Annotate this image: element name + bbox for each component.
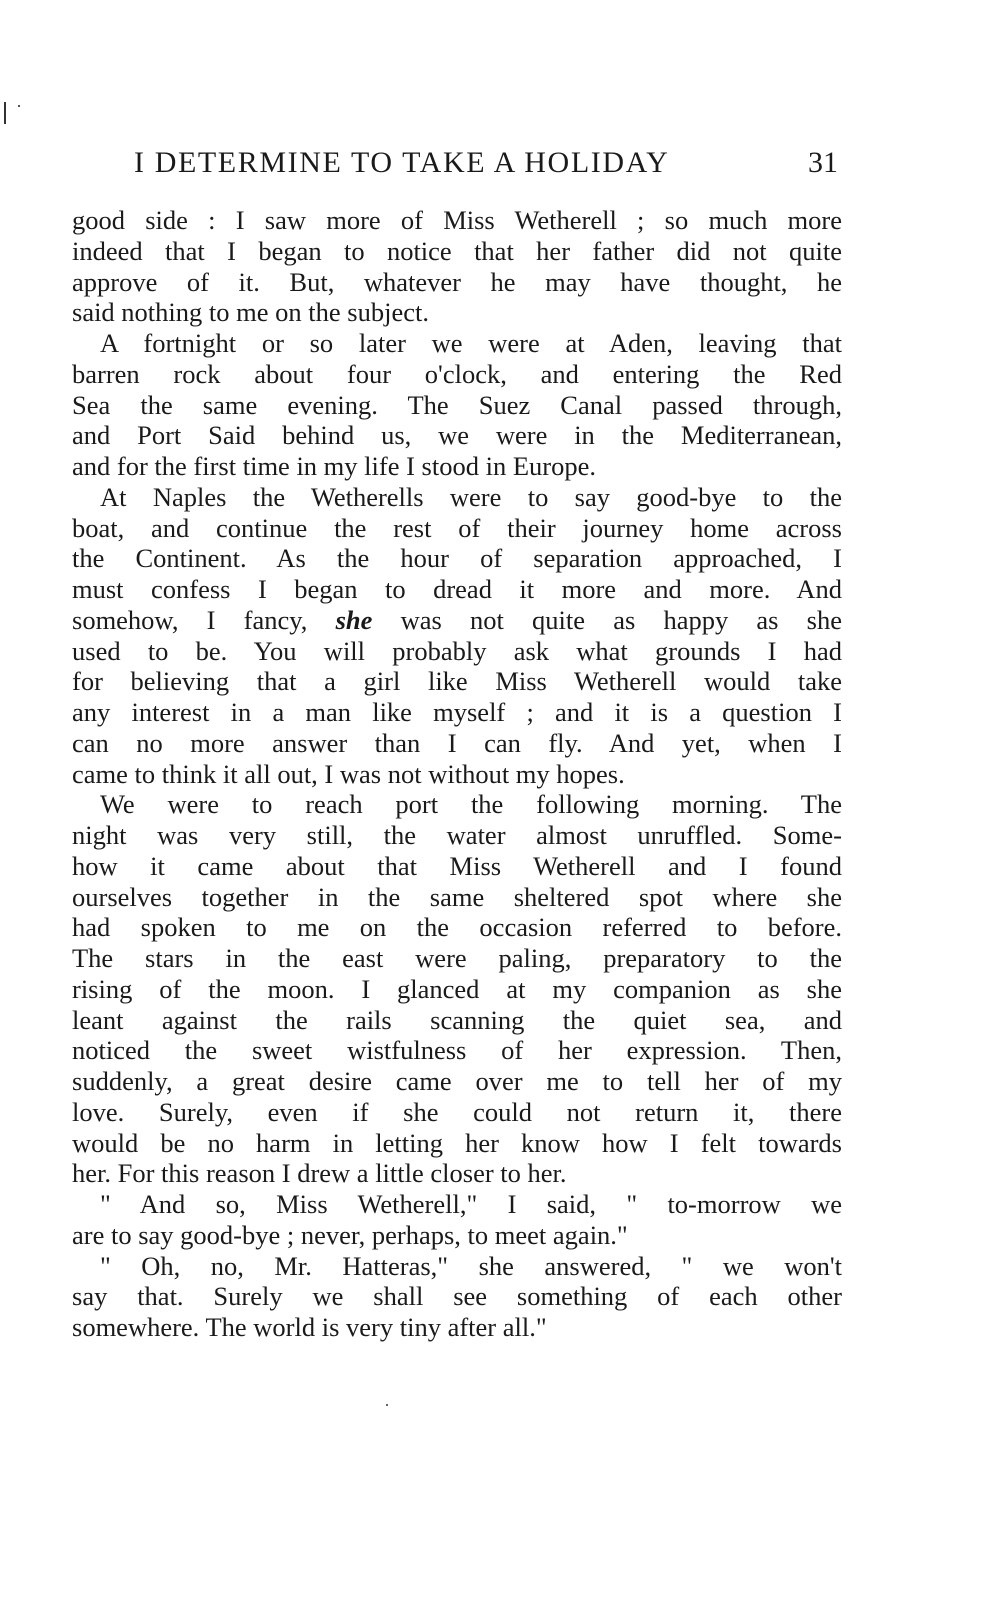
text-line: and Port Said behind us, we were in the Mediterranean, <box>72 420 842 451</box>
text-line: somewhere. The world is very tiny after all." <box>72 1312 547 1342</box>
text-line: Sea the same evening. The Suez Canal passed through, <box>72 389 842 420</box>
text-line: said nothing to me on the subject. <box>72 297 429 328</box>
text-line: boat, and continue the rest of their journey home across <box>72 512 842 543</box>
text-line: " And so, Miss Wetherell," I said, " to-morrow we <box>100 1189 842 1219</box>
text-line: came to think it all out, I was not without my hopes. <box>72 758 625 789</box>
text-line: night was very still, the water almost unruffled. Some- <box>72 820 842 850</box>
scan-speck <box>18 105 20 107</box>
text-line: say that. Surely we shall see something of each other <box>72 1281 842 1312</box>
text-line: We were to reach port the following morning. The <box>100 789 842 820</box>
text-line: and for the first time in my life I stood in Europe. <box>72 451 596 481</box>
text-line: had spoken to me on the occasion referred to before. <box>72 912 842 943</box>
text-line: how it came about that Miss Wetherell and I found <box>72 850 842 881</box>
text-line: can no more answer than I can fly. And yet, when I <box>72 727 842 758</box>
scan-edge-mark <box>4 102 6 124</box>
page-header <box>118 146 838 186</box>
text-line: are to say good-bye ; never, perhaps, to meet again." <box>72 1219 628 1250</box>
text-line: the Continent. As the hour of separation approached, I <box>72 543 842 574</box>
text-line: used to be. You will probably ask what grounds I had <box>72 635 842 666</box>
text-line: A fortnight or so later we were at Aden, leaving that <box>100 328 842 358</box>
text-line: indeed that I began to notice that her father did not quite <box>72 235 842 266</box>
text-line: for believing that a girl like Miss Wetherell would take <box>72 666 842 697</box>
running-head: I DETERMINE TO TAKE A HOLIDAY <box>134 146 670 179</box>
page-number: 31 <box>808 146 838 179</box>
text-line: any interest in a man like myself ; and it is a question I <box>72 697 842 727</box>
text-line: At Naples the Wetherells were to say good-bye to the <box>100 481 842 512</box>
emphasis: she <box>335 604 373 635</box>
text-line: ourselves together in the same sheltered spot where she <box>72 881 842 912</box>
text-line: noticed the sweet wistfulness of her expression. Then, <box>72 1035 842 1066</box>
text-line: The stars in the east were paling, preparatory to the <box>72 943 842 973</box>
text-line: would be no harm in letting her know how I felt towards <box>72 1127 842 1158</box>
text-line: her. For this reason I drew a little closer to her. <box>72 1158 567 1189</box>
text-line: " Oh, no, Mr. Hatteras," she answered, " we won't <box>100 1250 842 1281</box>
body-text <box>72 205 842 1343</box>
text-line: must confess I began to dread it more and more. And <box>72 574 842 604</box>
text-line: leant against the rails scanning the quiet sea, and <box>72 1004 842 1035</box>
text-line: suddenly, a great desire came over me to tell her of my <box>72 1066 842 1096</box>
text-line: love. Surely, even if she could not return it, there <box>72 1096 842 1127</box>
text-line: barren rock about four o'clock, and entering the Red <box>72 358 842 389</box>
text-line: somehow, I fancy, she was not quite as happy as she <box>72 604 842 635</box>
text-line: good side : I saw more of Miss Wetherell ; so much more <box>72 205 842 235</box>
scan-speck-bottom <box>386 1404 388 1406</box>
text-line: rising of the moon. I glanced at my companion as she <box>72 973 842 1004</box>
text-line: approve of it. But, whatever he may have thought, he <box>72 266 842 297</box>
